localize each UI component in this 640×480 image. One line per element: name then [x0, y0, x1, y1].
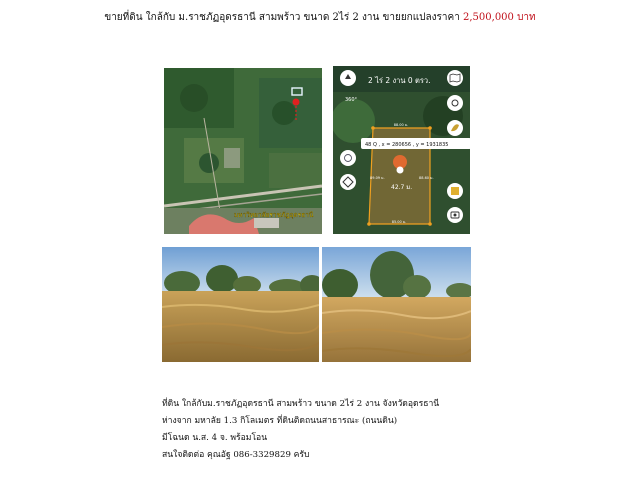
compass-text: 360°	[345, 97, 358, 103]
calculator-icon[interactable]	[447, 183, 463, 199]
satellite-map-image	[164, 68, 322, 234]
side-label-right: 88.60 ม.	[419, 176, 434, 180]
coordinate-text: 48 Q , x = 280656 , y = 1931835	[365, 142, 449, 148]
page-headline	[0, 10, 640, 25]
description-line: ที่ดิน ใกล้กับม.ราชภัฏอุดรธานี สามพร้าว ขนาด 2ไร่ 2 งาน จังหวัดอุดรธานี	[162, 399, 440, 409]
listing-description	[162, 396, 582, 464]
headline-text: ขายที่ดิน ใกล้กับ ม.ราชภัฏอุดรธานี สามพร้าว ขนาด 2ไร่ 2 งาน ขายยกแปลงราคา	[104, 12, 460, 23]
area-text: 2 ไร่ 2 งาน 0 ตรว.	[368, 76, 431, 85]
field-photo-right	[322, 247, 471, 362]
target-icon[interactable]	[447, 95, 463, 111]
map-icon[interactable]	[447, 70, 463, 86]
land-app-screenshot	[333, 66, 470, 234]
university-label: มหาวิทยาลัยราชภัฏอุดรธานี	[234, 211, 314, 219]
back-icon[interactable]	[340, 70, 356, 86]
camera-icon[interactable]	[447, 207, 463, 223]
layers-icon[interactable]	[340, 174, 356, 190]
contact-line: สนใจติดต่อ คุณอัฐ 086-3329829 ครับ	[162, 450, 310, 460]
side-label-top: 88.00 ม.	[393, 123, 409, 127]
description-line: มีโฉนด น.ส. 4 จ. พร้อมโอน	[162, 433, 268, 443]
distance-label: 42.7 ม.	[391, 184, 413, 191]
side-label-bottom: 85.00 ม.	[391, 220, 407, 224]
field-photo-left	[162, 247, 319, 362]
gps-icon[interactable]	[340, 150, 356, 166]
side-label-left: 89.09 ม.	[370, 176, 385, 180]
headline-price: 2,500,000 บาท	[459, 12, 536, 23]
description-line: ห่างจาก มหาลัย 1.3 กิโลเมตร ที่ดินติดถนนสาธารณะ (ถนนดิน)	[162, 416, 398, 426]
leaf-icon[interactable]	[447, 120, 463, 136]
location-pin-icon	[293, 99, 300, 106]
